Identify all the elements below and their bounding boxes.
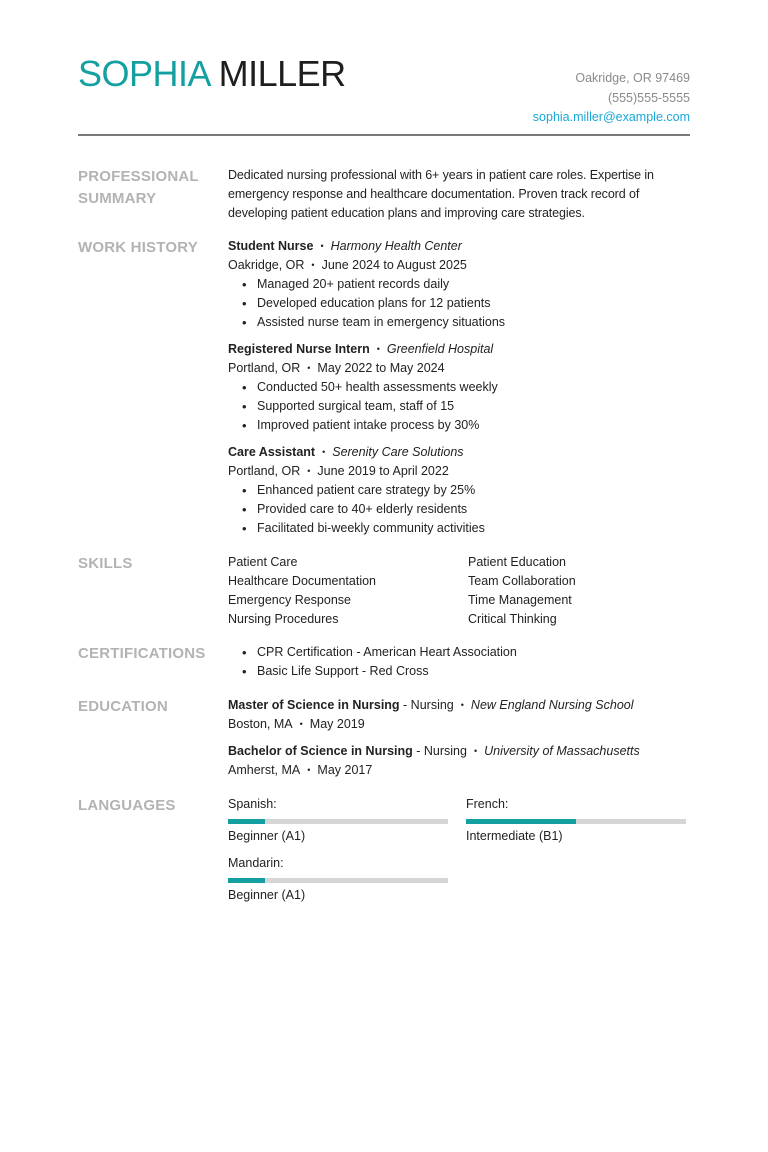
education-entry [228, 696, 690, 734]
job-entry [228, 443, 690, 538]
language-level: Beginner (A1) [228, 829, 306, 843]
job-dates: May 2022 to May 2024 [317, 361, 445, 375]
language-level: Beginner (A1) [228, 888, 306, 902]
education-location-line [228, 761, 690, 780]
job-title-line [228, 340, 690, 359]
job-dates: June 2019 to April 2022 [317, 464, 449, 478]
education-date: May 2019 [309, 717, 365, 731]
education-degree-line [228, 742, 690, 761]
job-location-line [228, 256, 690, 275]
job-bullets [242, 378, 690, 435]
summary-heading [78, 166, 218, 210]
separator-dot: • [376, 344, 380, 354]
job-location-line [228, 359, 690, 378]
education-field: - Nursing [399, 698, 454, 712]
education-list [228, 696, 690, 788]
job-bullet: • Developed education plans for 12 patients [242, 294, 690, 313]
certifications-body [228, 643, 690, 681]
phone-text: (555)555-5555 [607, 90, 690, 105]
language-entry [466, 795, 686, 846]
job-title: Student Nurse [228, 239, 314, 253]
summary-heading-line2: SUMMARY [78, 190, 157, 207]
separator-dot: • [307, 765, 311, 775]
language-name: Spanish: [228, 797, 277, 811]
job-company: Serenity Care Solutions [332, 445, 464, 459]
education-school: University of Massachusetts [484, 744, 640, 758]
skill-item: Patient Education [468, 555, 566, 569]
job-entry [228, 340, 690, 435]
full-name [78, 54, 346, 94]
work-history-heading: WORK HISTORY [78, 239, 198, 256]
certifications-heading: CERTIFICATIONS [78, 645, 206, 662]
skill-item: Emergency Response [228, 593, 351, 607]
job-bullet: • Enhanced patient care strategy by 25% [242, 481, 690, 500]
certifications-list [242, 643, 690, 681]
job-entry [228, 237, 690, 332]
separator-dot: • [322, 447, 326, 457]
education-date: May 2017 [317, 763, 373, 777]
job-location: Portland, OR [228, 361, 301, 375]
education-location-line [228, 715, 690, 734]
languages-heading: LANGUAGES [78, 797, 176, 814]
job-location: Portland, OR [228, 464, 301, 478]
contact-info [533, 69, 690, 128]
education-location: Boston, MA [228, 717, 293, 731]
separator-dot: • [460, 700, 464, 710]
language-proficiency-bar [228, 819, 448, 824]
resume-header [78, 0, 690, 136]
certification-item: • Basic Life Support - Red Cross [242, 662, 690, 681]
language-proficiency-fill [228, 819, 265, 824]
job-company: Harmony Health Center [330, 239, 462, 253]
separator-dot: • [311, 260, 315, 270]
summary-text: Dedicated nursing professional with 6+ years in patient care roles. Expertise in emergency response and healthcare documentation. Proven track record of developing patient education plans and improving care strategies. [228, 168, 654, 220]
language-entry [228, 795, 448, 846]
job-bullet: • Supported surgical team, staff of 15 [242, 397, 690, 416]
job-bullet: • Improved patient intake process by 30% [242, 416, 690, 435]
job-location: Oakridge, OR [228, 258, 305, 272]
email-link[interactable]: sophia.miller@example.com [532, 110, 690, 124]
language-name: French: [466, 797, 509, 811]
skill-item: Nursing Procedures [228, 612, 339, 626]
education-degree: Bachelor of Science in Nursing [228, 744, 413, 758]
job-location-line [228, 462, 690, 481]
job-bullets [242, 481, 690, 538]
separator-dot: • [307, 466, 311, 476]
education-heading: EDUCATION [78, 698, 168, 715]
language-entry [228, 854, 448, 905]
skill-item: Time Management [468, 593, 572, 607]
job-company: Greenfield Hospital [386, 342, 494, 356]
skill-item: Team Collaboration [468, 574, 576, 588]
separator-dot: • [320, 241, 324, 251]
language-proficiency-fill [466, 819, 576, 824]
job-bullet: • Conducted 50+ health assessments weekly [242, 378, 690, 397]
first-name: SOPHIA [78, 53, 210, 94]
education-location: Amherst, MA [228, 763, 301, 777]
summary-heading-line1: PROFESSIONAL [78, 168, 199, 185]
job-bullet: • Provided care to 40+ elderly residents [242, 500, 690, 519]
resume-page [78, 0, 690, 902]
job-bullet: • Facilitated bi-weekly community activities [242, 519, 690, 538]
separator-dot: • [307, 363, 311, 373]
separator-dot: • [299, 719, 303, 729]
language-name: Mandarin: [228, 856, 284, 870]
skills-heading: SKILLS [78, 555, 133, 572]
education-field: - Nursing [412, 744, 467, 758]
job-title: Care Assistant [228, 445, 316, 459]
last-name: MILLER [218, 53, 346, 94]
skills-list [228, 553, 690, 629]
language-proficiency-fill [228, 878, 265, 883]
separator-dot: • [473, 746, 478, 756]
skill-item: Healthcare Documentation [228, 574, 376, 588]
job-title: Registered Nurse Intern [228, 342, 370, 356]
language-proficiency-bar [466, 819, 686, 824]
skill-item: Patient Care [228, 555, 298, 569]
languages-list [228, 795, 690, 905]
education-degree: Master of Science in Nursing [228, 698, 400, 712]
language-level: Intermediate (B1) [466, 829, 563, 843]
job-bullet: • Assisted nurse team in emergency situations [242, 313, 690, 332]
education-entry [228, 742, 690, 780]
education-degree-line [228, 696, 690, 715]
location-text: Oakridge, OR 97469 [575, 71, 690, 85]
certification-item: • CPR Certification - American Heart Association [242, 643, 690, 662]
skill-item: Critical Thinking [468, 612, 557, 626]
job-title-line [228, 237, 690, 256]
job-bullets [242, 275, 690, 332]
job-dates: June 2024 to August 2025 [321, 258, 467, 272]
education-school: New England Nursing School [470, 698, 634, 712]
job-bullet: • Managed 20+ patient records daily [242, 275, 690, 294]
language-proficiency-bar [228, 878, 448, 883]
job-title-line [228, 443, 690, 462]
work-history-list [228, 237, 690, 546]
